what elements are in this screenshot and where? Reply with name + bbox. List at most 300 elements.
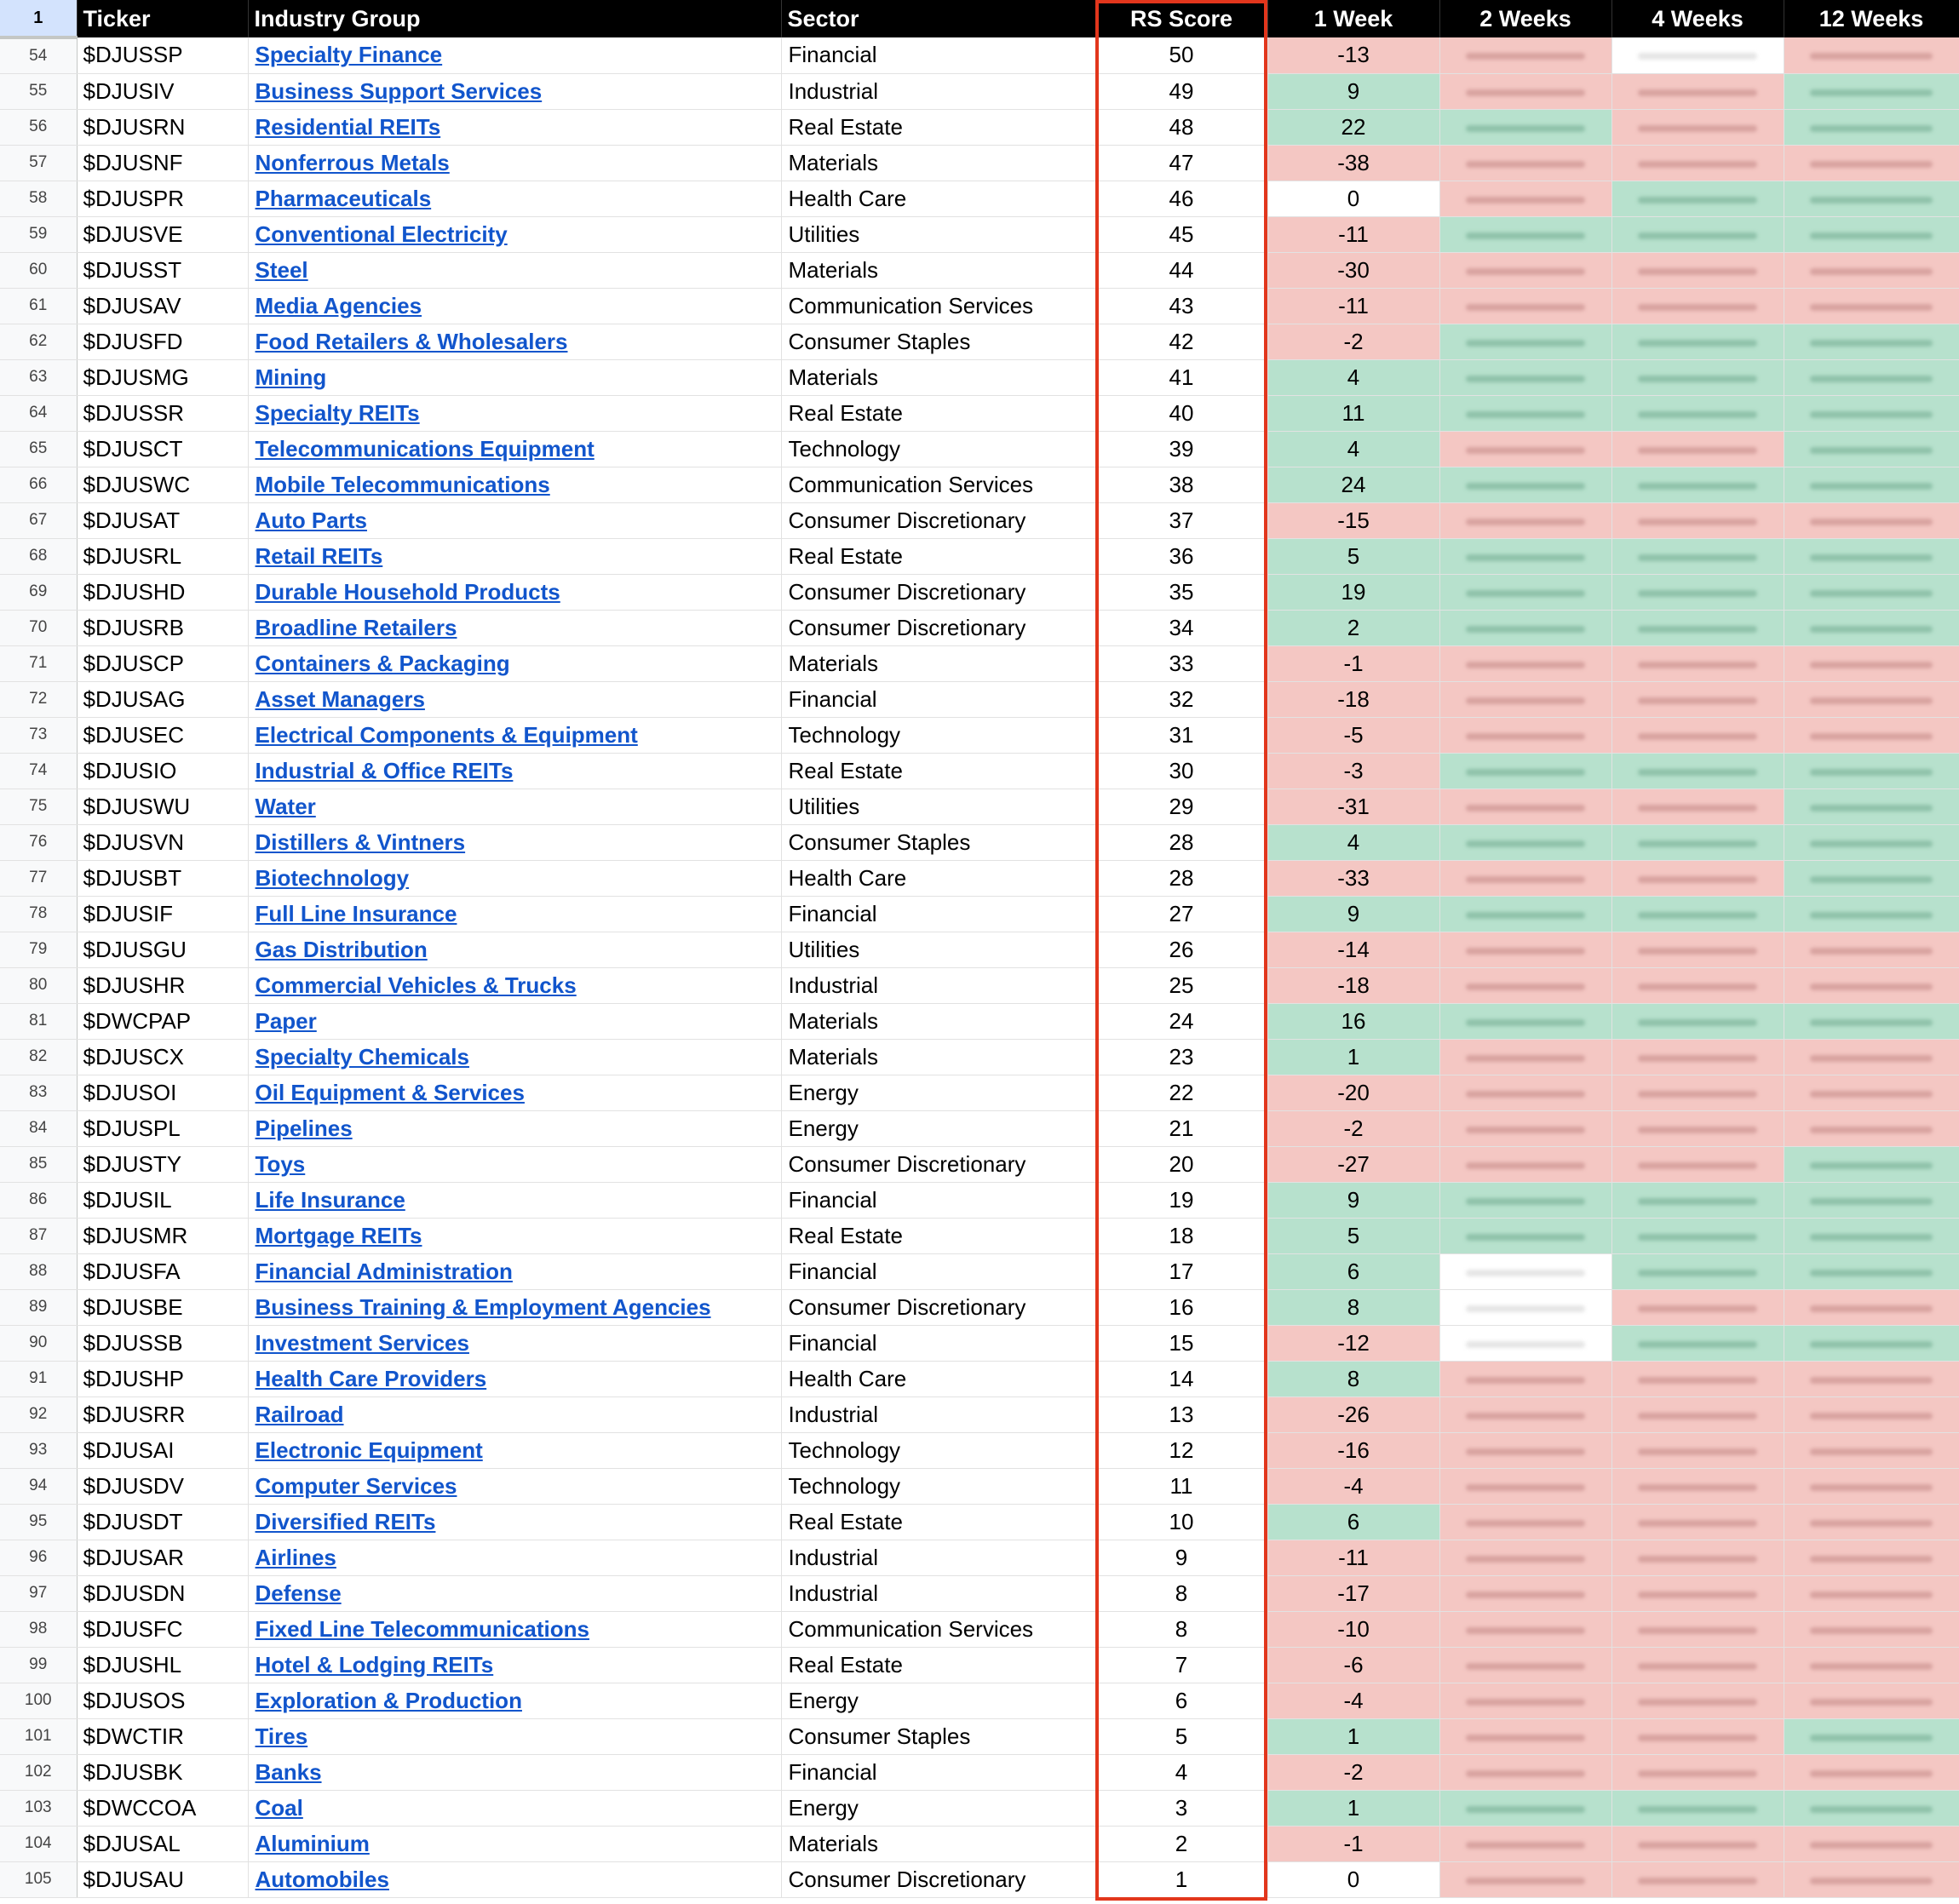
sector-cell[interactable]: Real Estate <box>781 109 1095 145</box>
twelve-weeks-cell[interactable] <box>1784 574 1959 610</box>
industry-group-cell[interactable] <box>248 1289 781 1325</box>
sector-cell[interactable]: Consumer Discretionary <box>781 1861 1095 1897</box>
row-number[interactable]: 87 <box>0 1218 77 1253</box>
twelve-weeks-cell[interactable] <box>1784 324 1959 359</box>
one-week-change-cell[interactable]: -26 <box>1267 1396 1439 1432</box>
four-weeks-cell[interactable] <box>1611 967 1784 1003</box>
twelve-weeks-cell[interactable] <box>1784 1253 1959 1289</box>
row-number[interactable]: 82 <box>0 1039 77 1075</box>
twelve-weeks-cell[interactable] <box>1784 145 1959 181</box>
two-weeks-cell[interactable] <box>1439 1182 1611 1218</box>
industry-group-link[interactable]: Asset Managers <box>255 685 425 712</box>
two-weeks-cell[interactable] <box>1439 1003 1611 1039</box>
row-number[interactable]: 59 <box>0 216 77 252</box>
row-number[interactable]: 88 <box>0 1253 77 1289</box>
ticker-cell[interactable]: $DJUSFA <box>77 1253 248 1289</box>
industry-group-cell[interactable] <box>248 467 781 502</box>
one-week-change-cell[interactable]: 0 <box>1267 181 1439 216</box>
sector-cell[interactable]: Health Care <box>781 1361 1095 1396</box>
industry-group-cell[interactable] <box>248 1790 781 1826</box>
four-weeks-cell[interactable] <box>1611 789 1784 824</box>
four-weeks-cell[interactable] <box>1611 1110 1784 1146</box>
industry-group-link[interactable]: Defense <box>255 1580 342 1606</box>
row-number[interactable]: 68 <box>0 538 77 574</box>
ticker-cell[interactable]: $DJUSSB <box>77 1325 248 1361</box>
industry-group-cell[interactable] <box>248 252 781 288</box>
industry-group-cell[interactable] <box>248 1182 781 1218</box>
rs-score-cell[interactable]: 47 <box>1095 145 1267 181</box>
row-number[interactable]: 72 <box>0 681 77 717</box>
twelve-weeks-cell[interactable] <box>1784 37 1959 73</box>
row-number[interactable]: 94 <box>0 1468 77 1504</box>
ticker-cell[interactable]: $DJUSAG <box>77 681 248 717</box>
sector-cell[interactable]: Communication Services <box>781 288 1095 324</box>
two-weeks-cell[interactable] <box>1439 502 1611 538</box>
industry-group-link[interactable]: Financial Administration <box>255 1258 513 1284</box>
two-weeks-cell[interactable] <box>1439 1718 1611 1754</box>
rs-score-cell[interactable]: 2 <box>1095 1826 1267 1861</box>
ticker-cell[interactable]: $DJUSGU <box>77 932 248 967</box>
ticker-cell[interactable]: $DJUSDT <box>77 1504 248 1540</box>
one-week-change-cell[interactable]: -14 <box>1267 932 1439 967</box>
twelve-weeks-cell[interactable] <box>1784 1075 1959 1110</box>
industry-group-cell[interactable] <box>248 1861 781 1897</box>
industry-group-link[interactable]: Paper <box>255 1007 317 1034</box>
four-weeks-cell[interactable] <box>1611 37 1784 73</box>
ticker-cell[interactable]: $DWCTIR <box>77 1718 248 1754</box>
row-number-header[interactable]: 1 <box>0 0 77 37</box>
industry-group-link[interactable]: Commercial Vehicles & Trucks <box>255 972 577 998</box>
twelve-weeks-cell[interactable] <box>1784 1683 1959 1718</box>
ticker-cell[interactable]: $DJUSWU <box>77 789 248 824</box>
column-header-4-weeks[interactable]: 4 Weeks <box>1611 0 1784 37</box>
row-number[interactable]: 63 <box>0 359 77 395</box>
ticker-cell[interactable]: $DJUSAI <box>77 1432 248 1468</box>
two-weeks-cell[interactable] <box>1439 395 1611 431</box>
rs-score-cell[interactable]: 7 <box>1095 1647 1267 1683</box>
four-weeks-cell[interactable] <box>1611 324 1784 359</box>
industry-group-link[interactable]: Electronic Equipment <box>255 1437 483 1463</box>
two-weeks-cell[interactable] <box>1439 932 1611 967</box>
one-week-change-cell[interactable]: 4 <box>1267 431 1439 467</box>
ticker-cell[interactable]: $DJUSPL <box>77 1110 248 1146</box>
ticker-cell[interactable]: $DJUSVE <box>77 216 248 252</box>
industry-group-cell[interactable] <box>248 109 781 145</box>
twelve-weeks-cell[interactable] <box>1784 73 1959 109</box>
rs-score-cell[interactable]: 30 <box>1095 753 1267 789</box>
two-weeks-cell[interactable] <box>1439 645 1611 681</box>
ticker-cell[interactable]: $DJUSBE <box>77 1289 248 1325</box>
sector-cell[interactable]: Technology <box>781 431 1095 467</box>
one-week-change-cell[interactable]: 5 <box>1267 538 1439 574</box>
industry-group-link[interactable]: Tires <box>255 1723 308 1749</box>
two-weeks-cell[interactable] <box>1439 1861 1611 1897</box>
industry-group-link[interactable]: Fixed Line Telecommunications <box>255 1615 589 1642</box>
sector-cell[interactable]: Energy <box>781 1683 1095 1718</box>
industry-group-link[interactable]: Aluminium <box>255 1830 370 1856</box>
industry-group-link[interactable]: Investment Services <box>255 1329 469 1356</box>
ticker-cell[interactable]: $DJUSSR <box>77 395 248 431</box>
ticker-cell[interactable]: $DJUSAL <box>77 1826 248 1861</box>
rs-score-cell[interactable]: 12 <box>1095 1432 1267 1468</box>
row-number[interactable]: 61 <box>0 288 77 324</box>
row-number[interactable]: 91 <box>0 1361 77 1396</box>
rs-score-cell[interactable]: 8 <box>1095 1575 1267 1611</box>
rs-score-cell[interactable]: 44 <box>1095 252 1267 288</box>
sector-cell[interactable]: Materials <box>781 252 1095 288</box>
two-weeks-cell[interactable] <box>1439 1504 1611 1540</box>
four-weeks-cell[interactable] <box>1611 896 1784 932</box>
twelve-weeks-cell[interactable] <box>1784 860 1959 896</box>
twelve-weeks-cell[interactable] <box>1784 538 1959 574</box>
row-number[interactable]: 85 <box>0 1146 77 1182</box>
industry-group-cell[interactable] <box>248 502 781 538</box>
one-week-change-cell[interactable]: 6 <box>1267 1253 1439 1289</box>
twelve-weeks-cell[interactable] <box>1784 1396 1959 1432</box>
row-number[interactable]: 65 <box>0 431 77 467</box>
two-weeks-cell[interactable] <box>1439 1826 1611 1861</box>
industry-group-link[interactable]: Pipelines <box>255 1115 353 1141</box>
row-number[interactable]: 99 <box>0 1647 77 1683</box>
one-week-change-cell[interactable]: -1 <box>1267 645 1439 681</box>
industry-group-link[interactable]: Steel <box>255 256 308 283</box>
row-number[interactable]: 64 <box>0 395 77 431</box>
rs-score-cell[interactable]: 45 <box>1095 216 1267 252</box>
rs-score-cell[interactable]: 8 <box>1095 1611 1267 1647</box>
two-weeks-cell[interactable] <box>1439 431 1611 467</box>
one-week-change-cell[interactable]: -3 <box>1267 753 1439 789</box>
row-number[interactable]: 84 <box>0 1110 77 1146</box>
four-weeks-cell[interactable] <box>1611 1325 1784 1361</box>
industry-group-link[interactable]: Health Care Providers <box>255 1365 487 1391</box>
rs-score-cell[interactable]: 13 <box>1095 1396 1267 1432</box>
two-weeks-cell[interactable] <box>1439 860 1611 896</box>
twelve-weeks-cell[interactable] <box>1784 359 1959 395</box>
twelve-weeks-cell[interactable] <box>1784 1325 1959 1361</box>
one-week-change-cell[interactable]: 8 <box>1267 1361 1439 1396</box>
row-number[interactable]: 102 <box>0 1754 77 1790</box>
twelve-weeks-cell[interactable] <box>1784 395 1959 431</box>
rs-score-cell[interactable]: 14 <box>1095 1361 1267 1396</box>
sector-cell[interactable]: Utilities <box>781 789 1095 824</box>
industry-group-cell[interactable] <box>248 288 781 324</box>
industry-group-link[interactable]: Electrical Components & Equipment <box>255 721 638 748</box>
row-number[interactable]: 69 <box>0 574 77 610</box>
two-weeks-cell[interactable] <box>1439 789 1611 824</box>
rs-score-cell[interactable]: 33 <box>1095 645 1267 681</box>
two-weeks-cell[interactable] <box>1439 359 1611 395</box>
ticker-cell[interactable]: $DJUSDV <box>77 1468 248 1504</box>
sector-cell[interactable]: Materials <box>781 1039 1095 1075</box>
one-week-change-cell[interactable]: -5 <box>1267 717 1439 753</box>
rs-score-cell[interactable]: 31 <box>1095 717 1267 753</box>
industry-group-cell[interactable] <box>248 216 781 252</box>
column-header-rs-score[interactable]: RS Score <box>1095 0 1267 37</box>
sector-cell[interactable]: Financial <box>781 1325 1095 1361</box>
industry-group-link[interactable]: Broadline Retailers <box>255 614 457 640</box>
one-week-change-cell[interactable]: -4 <box>1267 1468 1439 1504</box>
four-weeks-cell[interactable] <box>1611 73 1784 109</box>
ticker-cell[interactable]: $DJUSPR <box>77 181 248 216</box>
two-weeks-cell[interactable] <box>1439 1790 1611 1826</box>
ticker-cell[interactable]: $DJUSCT <box>77 431 248 467</box>
two-weeks-cell[interactable] <box>1439 1396 1611 1432</box>
rs-score-cell[interactable]: 16 <box>1095 1289 1267 1325</box>
four-weeks-cell[interactable] <box>1611 574 1784 610</box>
sector-cell[interactable]: Technology <box>781 1468 1095 1504</box>
twelve-weeks-cell[interactable] <box>1784 216 1959 252</box>
industry-group-link[interactable]: Automobiles <box>255 1866 389 1892</box>
row-number[interactable]: 78 <box>0 896 77 932</box>
industry-group-cell[interactable] <box>248 1361 781 1396</box>
industry-group-cell[interactable] <box>248 37 781 73</box>
twelve-weeks-cell[interactable] <box>1784 467 1959 502</box>
ticker-cell[interactable]: $DJUSAV <box>77 288 248 324</box>
industry-group-cell[interactable] <box>248 860 781 896</box>
industry-group-link[interactable]: Containers & Packaging <box>255 650 510 676</box>
one-week-change-cell[interactable]: 16 <box>1267 1003 1439 1039</box>
industry-group-cell[interactable] <box>248 610 781 645</box>
ticker-cell[interactable]: $DJUSMR <box>77 1218 248 1253</box>
twelve-weeks-cell[interactable] <box>1784 1826 1959 1861</box>
four-weeks-cell[interactable] <box>1611 1361 1784 1396</box>
one-week-change-cell[interactable]: 4 <box>1267 359 1439 395</box>
industry-group-cell[interactable] <box>248 1504 781 1540</box>
ticker-cell[interactable]: $DJUSIF <box>77 896 248 932</box>
row-number[interactable]: 90 <box>0 1325 77 1361</box>
industry-group-cell[interactable] <box>248 789 781 824</box>
ticker-cell[interactable]: $DJUSRR <box>77 1396 248 1432</box>
two-weeks-cell[interactable] <box>1439 1754 1611 1790</box>
two-weeks-cell[interactable] <box>1439 1468 1611 1504</box>
row-number[interactable]: 92 <box>0 1396 77 1432</box>
sector-cell[interactable]: Materials <box>781 359 1095 395</box>
column-header-sector[interactable]: Sector <box>781 0 1095 37</box>
sector-cell[interactable]: Technology <box>781 717 1095 753</box>
twelve-weeks-cell[interactable] <box>1784 610 1959 645</box>
twelve-weeks-cell[interactable] <box>1784 1218 1959 1253</box>
rs-score-cell[interactable]: 41 <box>1095 359 1267 395</box>
four-weeks-cell[interactable] <box>1611 109 1784 145</box>
four-weeks-cell[interactable] <box>1611 538 1784 574</box>
sector-cell[interactable]: Financial <box>781 1182 1095 1218</box>
twelve-weeks-cell[interactable] <box>1784 1361 1959 1396</box>
one-week-change-cell[interactable]: -38 <box>1267 145 1439 181</box>
one-week-change-cell[interactable]: 0 <box>1267 1861 1439 1897</box>
industry-group-cell[interactable] <box>248 324 781 359</box>
ticker-cell[interactable]: $DJUSRN <box>77 109 248 145</box>
two-weeks-cell[interactable] <box>1439 181 1611 216</box>
row-number[interactable]: 70 <box>0 610 77 645</box>
two-weeks-cell[interactable] <box>1439 1325 1611 1361</box>
four-weeks-cell[interactable] <box>1611 932 1784 967</box>
twelve-weeks-cell[interactable] <box>1784 932 1959 967</box>
industry-group-cell[interactable] <box>248 645 781 681</box>
four-weeks-cell[interactable] <box>1611 860 1784 896</box>
two-weeks-cell[interactable] <box>1439 1253 1611 1289</box>
twelve-weeks-cell[interactable] <box>1784 288 1959 324</box>
industry-group-cell[interactable] <box>248 1683 781 1718</box>
industry-group-link[interactable]: Specialty Finance <box>255 42 443 68</box>
four-weeks-cell[interactable] <box>1611 431 1784 467</box>
two-weeks-cell[interactable] <box>1439 216 1611 252</box>
one-week-change-cell[interactable]: 11 <box>1267 395 1439 431</box>
four-weeks-cell[interactable] <box>1611 610 1784 645</box>
row-number[interactable]: 62 <box>0 324 77 359</box>
one-week-change-cell[interactable]: -30 <box>1267 252 1439 288</box>
four-weeks-cell[interactable] <box>1611 1861 1784 1897</box>
rs-score-cell[interactable]: 22 <box>1095 1075 1267 1110</box>
ticker-cell[interactable]: $DJUSVN <box>77 824 248 860</box>
industry-group-cell[interactable] <box>248 681 781 717</box>
one-week-change-cell[interactable]: -18 <box>1267 681 1439 717</box>
two-weeks-cell[interactable] <box>1439 1432 1611 1468</box>
sector-cell[interactable]: Financial <box>781 37 1095 73</box>
four-weeks-cell[interactable] <box>1611 1683 1784 1718</box>
column-header-ticker[interactable]: Ticker <box>77 0 248 37</box>
industry-group-cell[interactable] <box>248 1432 781 1468</box>
sector-cell[interactable]: Technology <box>781 1432 1095 1468</box>
rs-score-cell[interactable]: 19 <box>1095 1182 1267 1218</box>
industry-group-cell[interactable] <box>248 824 781 860</box>
one-week-change-cell[interactable]: 19 <box>1267 574 1439 610</box>
one-week-change-cell[interactable]: -2 <box>1267 324 1439 359</box>
two-weeks-cell[interactable] <box>1439 1218 1611 1253</box>
industry-group-link[interactable]: Computer Services <box>255 1472 457 1499</box>
sector-cell[interactable]: Communication Services <box>781 1611 1095 1647</box>
row-number[interactable]: 97 <box>0 1575 77 1611</box>
one-week-change-cell[interactable]: 8 <box>1267 1289 1439 1325</box>
row-number[interactable]: 76 <box>0 824 77 860</box>
twelve-weeks-cell[interactable] <box>1784 1432 1959 1468</box>
industry-group-link[interactable]: Mining <box>255 364 327 390</box>
four-weeks-cell[interactable] <box>1611 145 1784 181</box>
four-weeks-cell[interactable] <box>1611 1718 1784 1754</box>
industry-group-cell[interactable] <box>248 1396 781 1432</box>
row-number[interactable]: 96 <box>0 1540 77 1575</box>
four-weeks-cell[interactable] <box>1611 1289 1784 1325</box>
sector-cell[interactable]: Materials <box>781 145 1095 181</box>
industry-group-cell[interactable] <box>248 753 781 789</box>
sector-cell[interactable]: Health Care <box>781 860 1095 896</box>
twelve-weeks-cell[interactable] <box>1784 1861 1959 1897</box>
rs-score-cell[interactable]: 9 <box>1095 1540 1267 1575</box>
one-week-change-cell[interactable]: 4 <box>1267 824 1439 860</box>
twelve-weeks-cell[interactable] <box>1784 1289 1959 1325</box>
industry-group-link[interactable]: Distillers & Vintners <box>255 829 466 855</box>
four-weeks-cell[interactable] <box>1611 1396 1784 1432</box>
ticker-cell[interactable]: $DJUSTY <box>77 1146 248 1182</box>
row-number[interactable]: 86 <box>0 1182 77 1218</box>
row-number[interactable]: 81 <box>0 1003 77 1039</box>
four-weeks-cell[interactable] <box>1611 1003 1784 1039</box>
row-number[interactable]: 83 <box>0 1075 77 1110</box>
industry-group-cell[interactable] <box>248 1754 781 1790</box>
twelve-weeks-cell[interactable] <box>1784 1790 1959 1826</box>
row-number[interactable]: 56 <box>0 109 77 145</box>
twelve-weeks-cell[interactable] <box>1784 1611 1959 1647</box>
one-week-change-cell[interactable]: 9 <box>1267 1182 1439 1218</box>
rs-score-cell[interactable]: 17 <box>1095 1253 1267 1289</box>
industry-group-link[interactable]: Business Training & Employment Agencies <box>255 1293 711 1320</box>
industry-group-link[interactable]: Specialty REITs <box>255 399 420 426</box>
sector-cell[interactable]: Energy <box>781 1075 1095 1110</box>
industry-group-link[interactable]: Business Support Services <box>255 77 543 104</box>
sector-cell[interactable]: Materials <box>781 1826 1095 1861</box>
four-weeks-cell[interactable] <box>1611 753 1784 789</box>
two-weeks-cell[interactable] <box>1439 252 1611 288</box>
industry-group-link[interactable]: Oil Equipment & Services <box>255 1079 525 1105</box>
four-weeks-cell[interactable] <box>1611 1146 1784 1182</box>
ticker-cell[interactable]: $DJUSWC <box>77 467 248 502</box>
two-weeks-cell[interactable] <box>1439 717 1611 753</box>
row-number[interactable]: 98 <box>0 1611 77 1647</box>
row-number[interactable]: 75 <box>0 789 77 824</box>
sector-cell[interactable]: Financial <box>781 681 1095 717</box>
industry-group-cell[interactable] <box>248 1575 781 1611</box>
industry-group-cell[interactable] <box>248 1611 781 1647</box>
sector-cell[interactable]: Industrial <box>781 73 1095 109</box>
one-week-change-cell[interactable]: 22 <box>1267 109 1439 145</box>
industry-group-link[interactable]: Industrial & Office REITs <box>255 757 514 783</box>
sector-cell[interactable]: Materials <box>781 645 1095 681</box>
two-weeks-cell[interactable] <box>1439 1611 1611 1647</box>
four-weeks-cell[interactable] <box>1611 1790 1784 1826</box>
two-weeks-cell[interactable] <box>1439 681 1611 717</box>
ticker-cell[interactable]: $DJUSFD <box>77 324 248 359</box>
one-week-change-cell[interactable]: -11 <box>1267 288 1439 324</box>
ticker-cell[interactable]: $DJUSCX <box>77 1039 248 1075</box>
two-weeks-cell[interactable] <box>1439 1289 1611 1325</box>
sector-cell[interactable]: Financial <box>781 896 1095 932</box>
one-week-change-cell[interactable]: -2 <box>1267 1110 1439 1146</box>
ticker-cell[interactable]: $DJUSCP <box>77 645 248 681</box>
ticker-cell[interactable]: $DJUSOS <box>77 1683 248 1718</box>
rs-score-cell[interactable]: 28 <box>1095 824 1267 860</box>
four-weeks-cell[interactable] <box>1611 1504 1784 1540</box>
ticker-cell[interactable]: $DJUSST <box>77 252 248 288</box>
industry-group-link[interactable]: Hotel & Lodging REITs <box>255 1651 494 1677</box>
four-weeks-cell[interactable] <box>1611 824 1784 860</box>
ticker-cell[interactable]: $DJUSIL <box>77 1182 248 1218</box>
industry-group-link[interactable]: Mortgage REITs <box>255 1222 422 1248</box>
ticker-cell[interactable]: $DJUSOI <box>77 1075 248 1110</box>
ticker-cell[interactable]: $DJUSIO <box>77 753 248 789</box>
twelve-weeks-cell[interactable] <box>1784 181 1959 216</box>
two-weeks-cell[interactable] <box>1439 610 1611 645</box>
industry-group-link[interactable]: Nonferrous Metals <box>255 149 450 175</box>
ticker-cell[interactable]: $DJUSHD <box>77 574 248 610</box>
twelve-weeks-cell[interactable] <box>1784 645 1959 681</box>
industry-group-cell[interactable] <box>248 1146 781 1182</box>
rs-score-cell[interactable]: 24 <box>1095 1003 1267 1039</box>
industry-group-cell[interactable] <box>248 1253 781 1289</box>
one-week-change-cell[interactable]: 1 <box>1267 1790 1439 1826</box>
rs-score-cell[interactable]: 20 <box>1095 1146 1267 1182</box>
ticker-cell[interactable]: $DJUSAR <box>77 1540 248 1575</box>
rs-score-cell[interactable]: 38 <box>1095 467 1267 502</box>
industry-group-cell[interactable] <box>248 1540 781 1575</box>
industry-group-link[interactable]: Railroad <box>255 1401 344 1427</box>
sector-cell[interactable]: Communication Services <box>781 467 1095 502</box>
industry-group-link[interactable]: Retail REITs <box>255 542 383 569</box>
industry-group-cell[interactable] <box>248 73 781 109</box>
rs-score-cell[interactable]: 15 <box>1095 1325 1267 1361</box>
one-week-change-cell[interactable]: -18 <box>1267 967 1439 1003</box>
industry-group-cell[interactable] <box>248 1075 781 1110</box>
one-week-change-cell[interactable]: -33 <box>1267 860 1439 896</box>
two-weeks-cell[interactable] <box>1439 574 1611 610</box>
